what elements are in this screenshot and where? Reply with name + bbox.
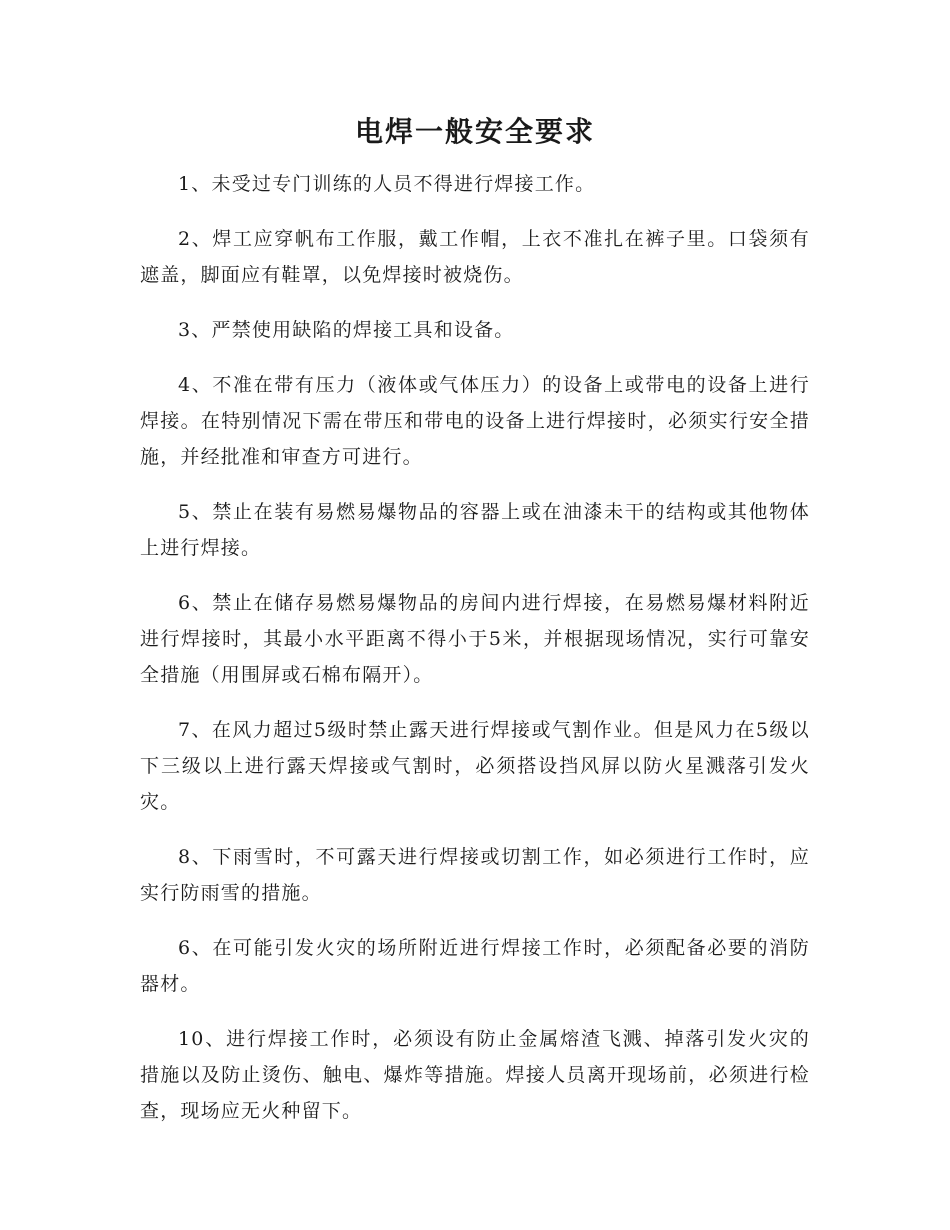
paragraph-8: 8、下雨雪时，不可露天进行焊接或切割工作，如必须进行工作时，应实行防雨雪的措施。 — [140, 846, 810, 904]
paragraph-1: 1、未受过专门训练的人员不得进行焊接工作。 — [178, 173, 596, 195]
document-body — [140, 166, 810, 1148]
paragraph-9: 6、在可能引发火灾的场所附近进行焊接工作时，必须配备必要的消防器材。 — [140, 937, 810, 995]
paragraph-6: 6、禁止在储存易燃易爆物品的房间内进行焊接，在易燃易爆材料附近进行焊接时，其最小水平距离不得小于5米，并根据现场情况，实行可靠安全措施（用围屏或石棉布隔开）。 — [140, 592, 810, 686]
paragraph-5: 5、禁止在装有易燃易爆物品的容器上或在油漆未干的结构或其他物体上进行焊接。 — [140, 501, 810, 559]
paragraph-3: 3、严禁使用缺陷的焊接工具和设备。 — [178, 319, 515, 341]
paragraph-2: 2、焊工应穿帆布工作服，戴工作帽，上衣不准扎在裤子里。口袋须有遮盖，脚面应有鞋罩，以免焊接时被烧伤。 — [140, 228, 810, 286]
paragraph-7: 7、在风力超过5级时禁止露天进行焊接或气割作业。但是风力在5级以下三级以上进行露天焊接或气割时，必须搭设挡风屏以防火星溅落引发火灾。 — [140, 719, 810, 813]
paragraph-4: 4、不准在带有压力（液体或气体压力）的设备上或带电的设备上进行焊接。在特别情况下需在带压和带电的设备上进行焊接时，必须实行安全措施，并经批准和审查方可进行。 — [140, 374, 810, 468]
paragraph-10: 10、进行焊接工作时，必须设有防止金属熔渣飞溅、掉落引发火灾的措施以及防止烫伤、触电、爆炸等措施。焊接人员离开现场前，必须进行检查，现场应无火种留下。 — [140, 1028, 810, 1122]
document-title: 电焊一般安全要求 — [354, 115, 595, 148]
